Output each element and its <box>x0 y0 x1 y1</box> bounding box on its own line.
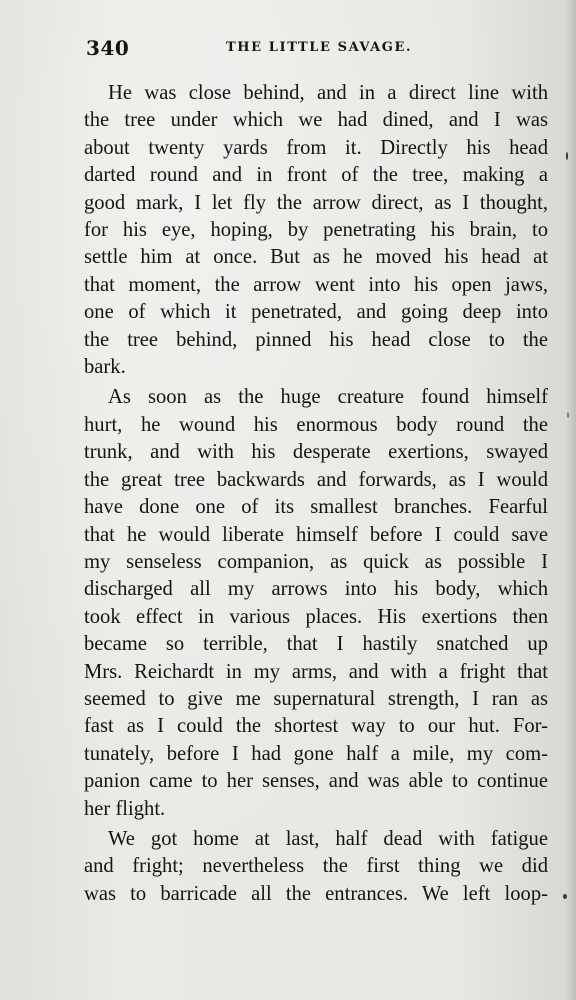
text-line: We got home at last, half dead with fatigue <box>108 827 548 850</box>
text-line: became so terrible, that I hastily snatched up <box>84 633 548 656</box>
text-line: He was close behind, and in a direct line with <box>108 82 548 104</box>
text-line: darted round and in front of the tree, making a <box>84 164 548 187</box>
paragraph-3 <box>84 826 548 908</box>
text-line: tunately, before I had gone half a mile, my com- <box>84 742 548 765</box>
text-line: panion came to her senses, and was able to continue <box>84 770 548 793</box>
text-line: trunk, and with his desperate exertions, swayed <box>84 441 548 464</box>
text-line: that moment, the arrow went into his open jaws, <box>84 273 548 296</box>
paragraph-2 <box>84 384 548 823</box>
text-line: my senseless companion, as quick as possible I <box>84 550 548 573</box>
paragraph-1 <box>84 80 548 381</box>
running-title: THE LITTLE SAVAGE. <box>226 40 413 55</box>
page-number: 340 <box>86 36 130 60</box>
text-line: fast as I could the shortest way to our hut. For- <box>84 715 548 738</box>
text-line: hurt, he wound his enormous body round the <box>84 413 548 436</box>
page-header <box>86 36 546 62</box>
text-line: settle him at once. But as he moved his head at <box>84 246 548 269</box>
text-line: one of which it penetrated, and going deep into <box>84 301 548 324</box>
text-line: Mrs. Reichardt in my arms, and with a fright that <box>84 660 548 683</box>
paper-speck <box>566 152 568 160</box>
text-line: and fright; nevertheless the first thing we did <box>84 855 548 878</box>
paper-speck <box>567 412 569 418</box>
text-line: about twenty yards from it. Directly his head <box>84 136 548 159</box>
text-line: have done one of its smallest branches. Fearful <box>84 496 548 519</box>
text-line: for his eye, hoping, by penetrating his brain, to <box>84 219 548 242</box>
text-line: took effect in various places. His exertions then <box>84 605 548 628</box>
text-line: As soon as the huge creature found himself <box>108 386 548 409</box>
body-text <box>84 80 548 908</box>
text-line: discharged all my arrows into his body, which <box>84 578 548 601</box>
text-line: the great tree backwards and forwards, as I would <box>84 468 548 491</box>
text-line: the tree behind, pinned his head close to the <box>84 328 548 351</box>
text-line: bark. <box>84 356 126 379</box>
text-line: that he would liberate himself before I could save <box>84 523 548 546</box>
text-line: was to barricade all the entrances. We left loop- <box>84 882 548 905</box>
text-line: good mark, I let fly the arrow direct, as I thought, <box>84 191 548 214</box>
text-line: her flight. <box>84 797 166 820</box>
text-line: seemed to give me supernatural strength, I ran as <box>84 687 548 710</box>
paper-speck <box>563 894 567 899</box>
text-line: the tree under which we had dined, and I was <box>84 109 548 132</box>
